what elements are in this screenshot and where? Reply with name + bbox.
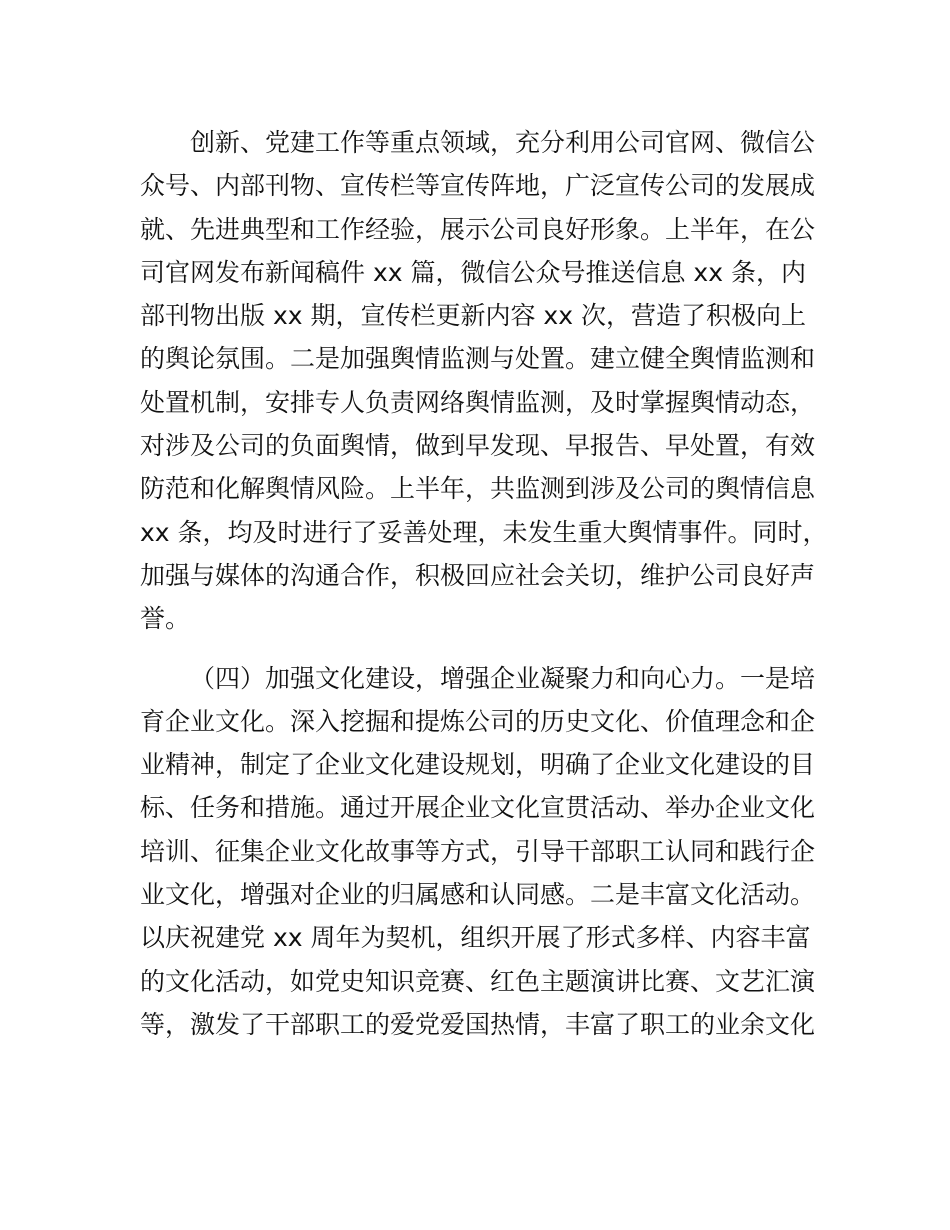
text-line: 处置机制，安排专人负责网络舆情监测，及时掌握舆情动态，	[140, 387, 816, 417]
text-line: 对涉及公司的负面舆情，做到早发现、早报告、早处置，有效	[140, 431, 816, 461]
text-line: 的舆论氛围。二是加强舆情监测与处置。建立健全舆情监测和	[140, 344, 816, 374]
text-line: 部刊物出版 xx 期，宣传栏更新内容 xx 次，营造了积极向上	[140, 301, 806, 331]
text-line: 众号、内部刊物、宣传栏等宣传阵地，广泛宣传公司的发展成	[140, 171, 816, 201]
text-line: 加强与媒体的沟通合作，积极回应社会关切，维护公司良好声	[140, 560, 816, 590]
body-text	[140, 121, 830, 1046]
text-line: 业文化，增强对企业的归属感和认同感。二是丰富文化活动。	[140, 880, 816, 910]
text-line: 标、任务和措施。通过开展企业文化宣贯活动、举办企业文化	[140, 793, 816, 823]
text-line: 誉。	[140, 604, 191, 634]
text-line: 的文化活动，如党史知识竞赛、红色主题演讲比赛、文艺汇演	[140, 966, 816, 996]
text-line: 以庆祝建党 xx 周年为契机，组织开展了形式多样、内容丰富	[140, 923, 811, 953]
text-line: 就、先进典型和工作经验，展示公司良好形象。上半年，在公	[140, 214, 816, 244]
text-line: 等，激发了干部职工的爱党爱国热情，丰富了职工的业余文化	[140, 1009, 816, 1039]
paragraph-spacer	[140, 641, 830, 657]
text-line: 育企业文化。深入挖掘和提炼公司的历史文化、价值理念和企	[140, 706, 816, 736]
text-line: 培训、征集企业文化故事等方式，引导干部职工认同和践行企	[140, 836, 816, 866]
text-line: 业精神，制定了企业文化建设规划，明确了企业文化建设的目	[140, 750, 816, 780]
text-line: 创新、党建工作等重点领域，充分利用公司官网、微信公	[190, 128, 816, 157]
text-line: xx 条，均及时进行了妥善处理，未发生重大舆情事件。同时，	[140, 517, 828, 547]
text-line: 防范和化解舆情风险。上半年，共监测到涉及公司的舆情信息	[140, 474, 816, 504]
paragraph-1	[140, 121, 830, 641]
text-line: （四）加强文化建设，增强企业凝聚力和向心力。一是培	[190, 663, 816, 693]
text-line: 司官网发布新闻稿件 xx 篇，微信公众号推送信息 xx 条，内	[140, 257, 806, 287]
paragraph-2	[140, 657, 830, 1047]
